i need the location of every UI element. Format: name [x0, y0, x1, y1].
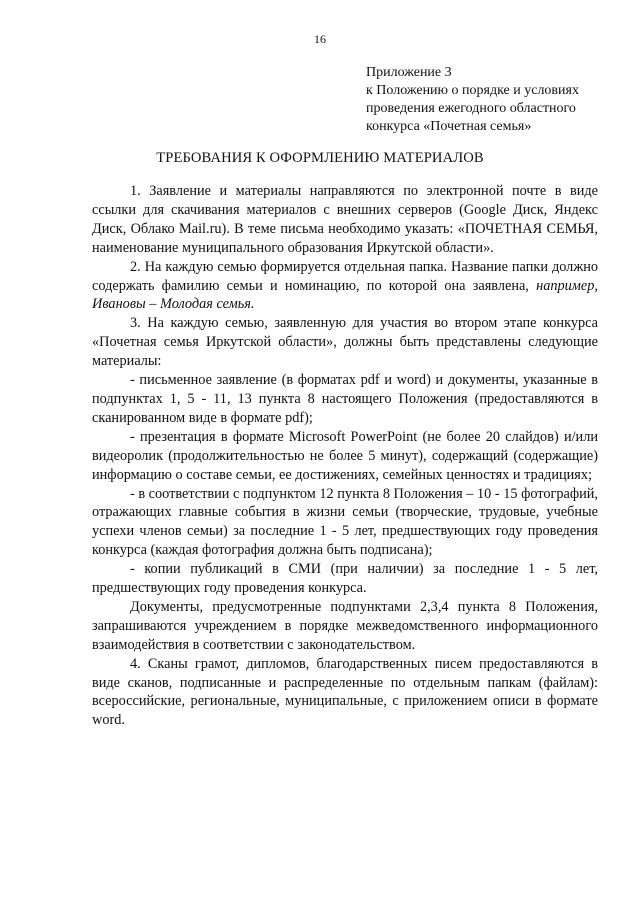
- paragraph-4: 4. Сканы грамот, дипломов, благодарственных писем предоставляются в виде сканов, подписанные и распределенные по отдельным папкам (файлам): всероссийские, региональные, муниципальные, с приложением описи в формате word.: [92, 655, 598, 729]
- paragraph-2-example: например, Ивановы – Молодая семья.: [92, 277, 598, 313]
- paragraph-3: 3. На каждую семью, заявленную для участия во втором этапе конкурса «Почетная семья Иркутской области», должны быть представлены следующие материалы:: [92, 315, 598, 370]
- list-item-3: - в соответствии с подпунктом 12 пункта 8 Положения – 10 - 15 фотографий, отражающих главные события в жизни семьи (творческие, трудовые, учебные успехи членов семьи) за последние 1 - 5 лет, предшествующих году проведения конкурса (каждая фотография должна быть подписана);: [92, 485, 598, 559]
- appendix-line: Приложение 3: [366, 65, 452, 80]
- page-number: 16: [314, 32, 326, 46]
- list-item-4: - копии публикаций в СМИ (при наличии) за последние 1 - 5 лет, предшествующих году проведения конкурса.: [92, 561, 598, 597]
- paragraph-documents: Документы, предусмотренные подпунктами 2,3,4 пункта 8 Положения, запрашиваются учреждением в порядке межведомственного информационного взаимодействия в соответствии с законодательством.: [92, 598, 598, 653]
- list-item-2: - презентация в формате Microsoft PowerPoint (не более 20 слайдов) и/или видеоролик (продолжительностью не более 5 минут), содержащий (содержащие) информацию о составе семьи, ее достижениях, семейных ценностях и традициях;: [92, 428, 598, 483]
- paragraph-1: 1. Заявление и материалы направляются по электронной почте в виде ссылки для скачивания материалов с внешних серверов (Google Диск, Яндекс Диск, Облако Mail.ru). В теме письма необходимо указать: «ПОЧЕТНАЯ СЕМЬЯ, наименование муниципального образования Иркутской области».: [92, 183, 598, 256]
- appendix-line: проведения ежегодного областного: [366, 101, 576, 116]
- appendix-line: конкурса «Почетная семья»: [366, 119, 532, 134]
- appendix-line: к Положению о порядке и условиях: [366, 83, 579, 98]
- appendix-block: [366, 64, 616, 136]
- document-body: [92, 182, 598, 730]
- paragraph-2: [92, 258, 598, 315]
- document-title: ТРЕБОВАНИЯ К ОФОРМЛЕНИЮ МАТЕРИАЛОВ: [156, 150, 484, 166]
- list-item-1: - письменное заявление (в форматах pdf и word) и документы, указанные в подпунктах 1, 5 - 11, 13 пункта 8 настоящего Положения (предоставляются в сканированном виде в формате pdf);: [92, 372, 598, 426]
- paragraph-2-text: 2. На каждую семью формируется отдельная папка. Название папки должно содержать фамилию семьи и номинацию, по которой она заявлена,: [92, 258, 598, 294]
